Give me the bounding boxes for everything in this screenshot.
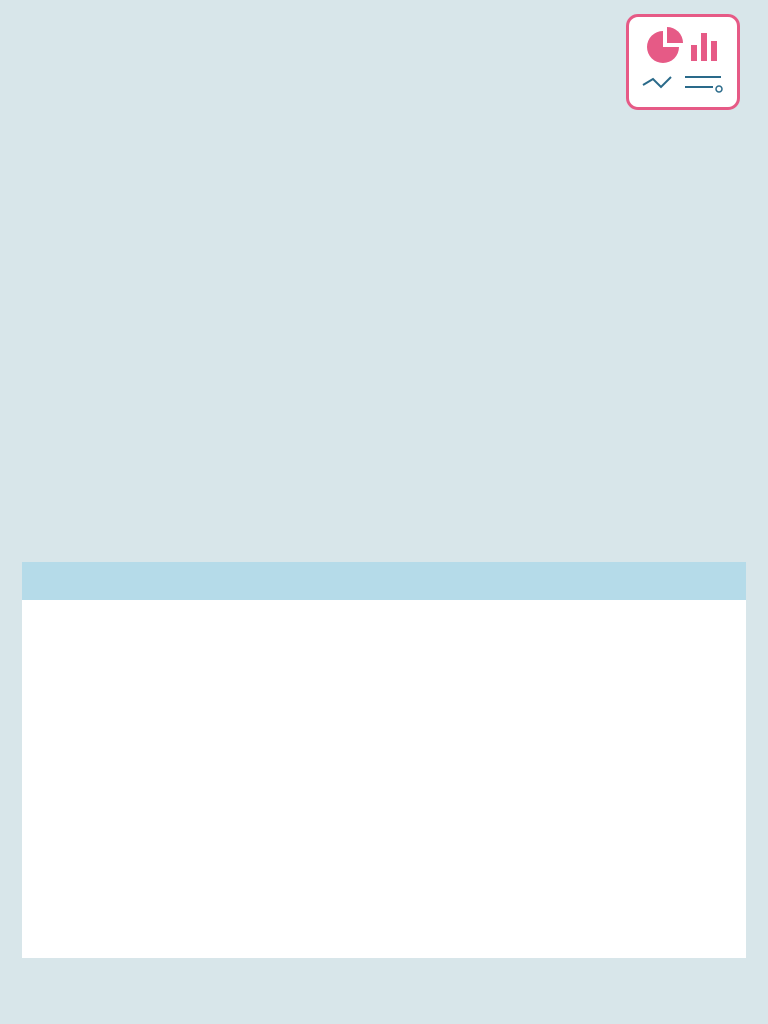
chart-logo-icon [629,17,737,107]
age-breakdown-header [22,562,746,600]
age-breakdown-panel [22,562,746,958]
summary-table [24,154,744,401]
header [0,0,768,148]
statistics-logo-icon [626,14,740,110]
